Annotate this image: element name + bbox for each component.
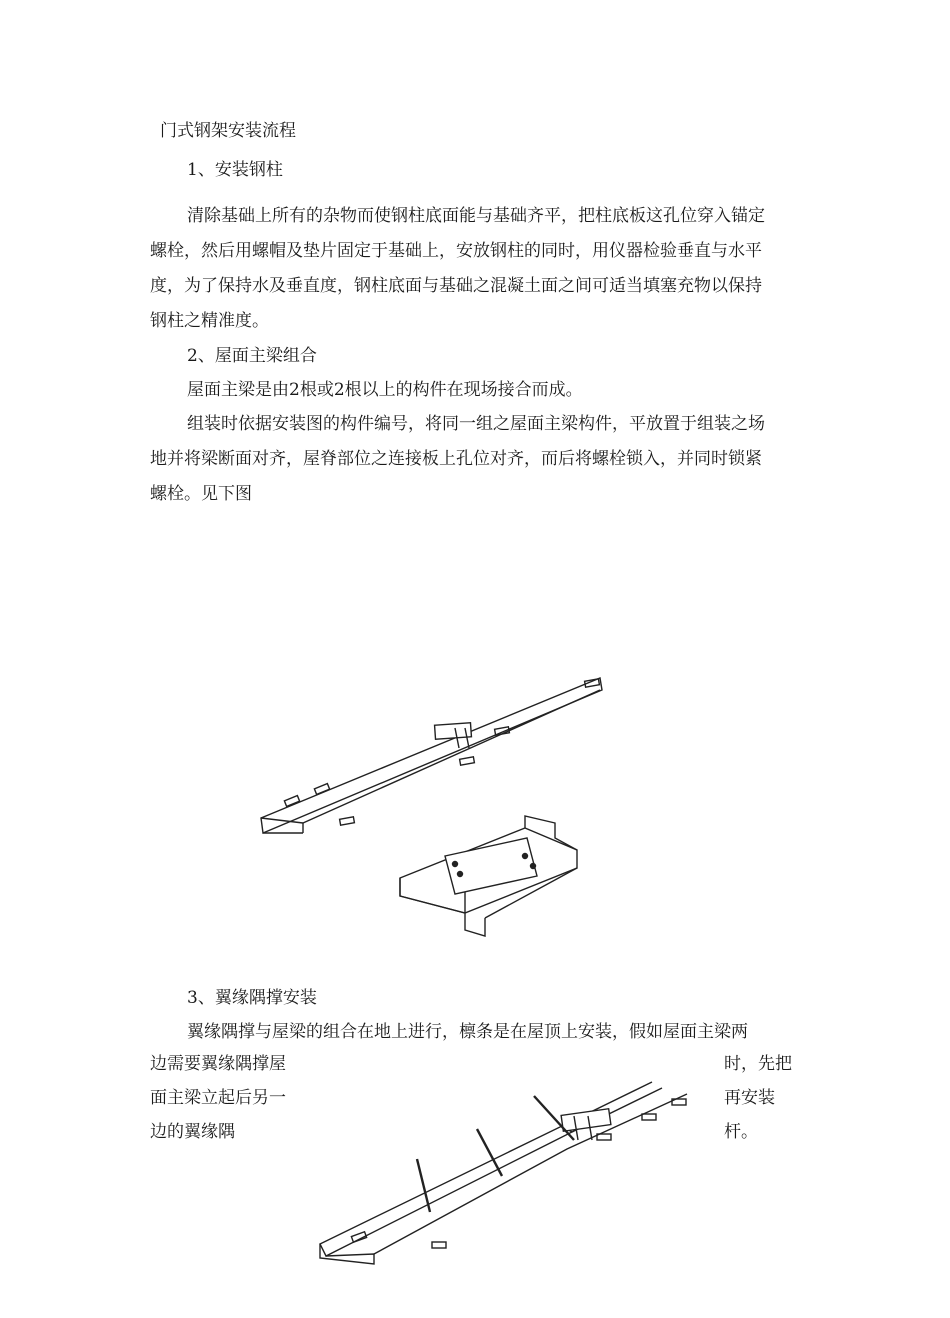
section-3-left-line: 面主梁立起后另一 — [150, 1088, 286, 1108]
section-2-para-1: 屋面主梁是由2根或2根以上的构件在现场接合而成。 — [187, 380, 583, 400]
section-3-left-line: 边的翼缘隅 — [150, 1122, 235, 1142]
section-3-right-line: 时，先把 — [724, 1054, 792, 1074]
section-1-line: 钢柱之精准度。 — [150, 311, 269, 331]
section-3-right-line: 杆。 — [724, 1122, 758, 1142]
section-3-line-1: 翼缘隅撑与屋梁的组合在地上进行，檩条是在屋顶上安装，假如屋面主梁两 — [187, 1022, 748, 1042]
section-1-line: 清除基础上所有的杂物而使钢柱底面能与基础齐平，把柱底板这孔位穿入锚定 — [187, 206, 765, 226]
flange-brace-figure — [312, 1074, 697, 1274]
doc-title: 门式钢架安装流程 — [160, 121, 296, 141]
section-2-line: 螺栓。见下图 — [150, 484, 252, 504]
section-3-heading: 3、翼缘隅撑安装 — [187, 988, 317, 1008]
section-1-line: 螺栓，然后用螺帽及垫片固定于基础上，安放钢柱的同时，用仪器检验垂直与水平 — [150, 241, 762, 261]
section-2-heading: 2、屋面主梁组合 — [187, 346, 317, 366]
section-1-line: 度，为了保持水及垂直度，钢柱底面与基础之混凝土面之间可适当填塞充物以保持 — [150, 276, 762, 296]
beam-assembly-figure — [255, 668, 615, 948]
section-3-left-line: 边需要翼缘隅撑屋 — [150, 1054, 286, 1074]
section-1-heading: 1、安装钢柱 — [187, 160, 283, 180]
section-2-line: 地并将梁断面对齐，屋脊部位之连接板上孔位对齐，而后将螺栓锁入，并同时锁紧 — [150, 449, 762, 469]
section-3-right-line: 再安装 — [724, 1088, 775, 1108]
section-2-line: 组装时依据安装图的构件编号，将同一组之屋面主梁构件，平放置于组装之场 — [187, 414, 765, 434]
